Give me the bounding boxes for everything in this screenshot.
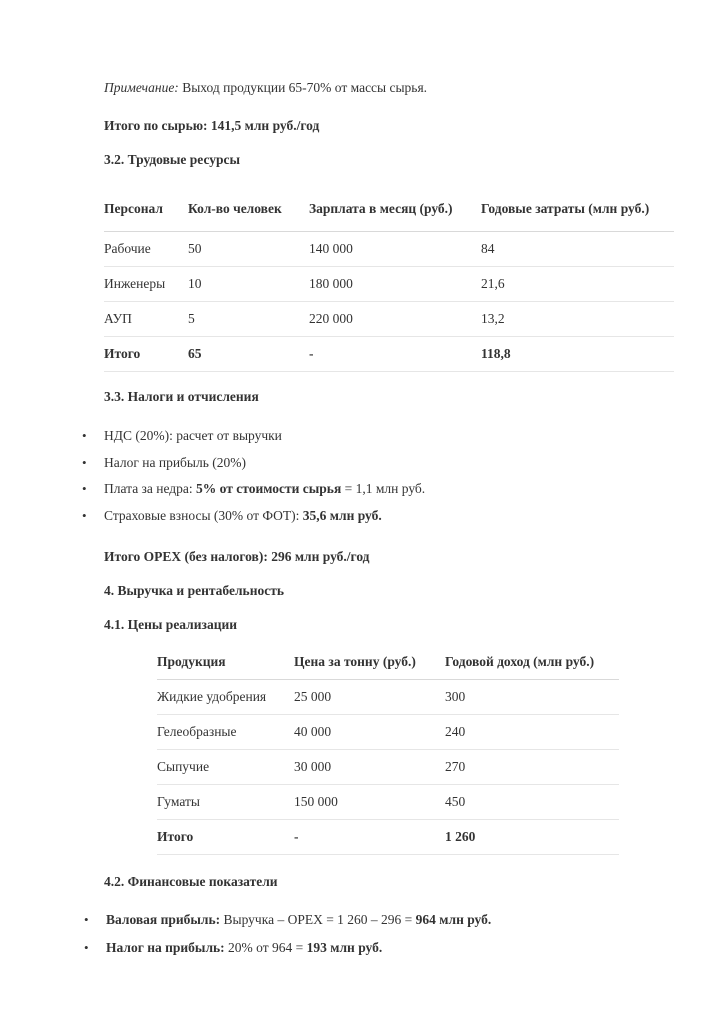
table-header-row [104,187,674,232]
cell: Итого [157,820,294,855]
table-total-row [157,820,619,855]
labor-table [104,187,674,372]
cell: 450 [445,785,619,820]
cell: 180 000 [309,267,481,302]
table-row [157,785,619,820]
cell: Итого [104,337,188,372]
cell: Сыпучие [157,750,294,785]
col-header-price: Цена за тонну (руб.) [294,645,445,680]
cell: Рабочие [104,232,188,267]
cell: 30 000 [294,750,445,785]
output-note [104,80,427,96]
item-text: Страховые взносы (30% от ФОТ): [104,507,303,523]
table-row [104,302,674,337]
cell: 150 000 [294,785,445,820]
item-bold: 964 млн руб. [415,912,492,927]
table-header-row [157,645,619,680]
cell: 220 000 [309,302,481,337]
cell: - [309,337,481,372]
table-row [157,680,619,715]
raw-material-total: Итого по сырью: 141,5 млн руб./год [104,118,320,133]
col-header-count: Кол-во человек [188,187,309,232]
cell: 65 [188,337,309,372]
item-bold: 5% от стоимости сырья [196,481,342,496]
table-row [104,232,674,267]
cell: Жидкие удобрения [157,680,294,715]
list-item [82,428,425,455]
item-text: Выручка – OPEX = 1 260 – 296 = [220,912,416,927]
cell: 5 [188,302,309,337]
cell: 140 000 [309,232,481,267]
item-text: НДС (20%): расчет от выручки [104,428,282,443]
financials-list [84,912,491,967]
item-text: Плата за недра: [104,481,197,496]
list-item [82,481,425,508]
table-row [157,750,619,785]
item-bold: 35,6 млн руб. [302,507,382,523]
cell: АУП [104,302,188,337]
cell: 50 [188,232,309,267]
list-item [84,940,491,967]
col-header-staff: Персонал [104,187,188,232]
cell: 13,2 [481,302,674,337]
cell: 270 [445,750,619,785]
table-row [104,267,674,302]
cell: 25 000 [294,680,445,715]
table-total-row [104,337,674,372]
cell: 84 [481,232,674,267]
note-label: Примечание: [104,80,179,95]
list-item [82,455,425,482]
section-heading-4-2: 4.2. Финансовые показатели [104,874,278,889]
col-header-salary: Зарплата в месяц (руб.) [309,187,481,232]
section-heading-4: 4. Выручка и рентабельность [104,583,284,598]
col-header-revenue: Годовой доход (млн руб.) [445,645,619,680]
item-text: 20% от 964 = [224,940,307,955]
note-text: Выход продукции 65-70% от массы сырья. [178,80,428,95]
item-label: Налог на прибыль: [106,940,225,955]
taxes-list [82,428,425,534]
table-row [157,715,619,750]
cell: 40 000 [294,715,445,750]
cell: Инженеры [104,267,188,302]
list-item [84,912,491,940]
cell: Гелеобразные [157,715,294,750]
price-table [157,645,619,855]
cell: 1 260 [445,820,619,855]
opex-total: Итого OPEX (без налогов): 296 млн руб./год [104,549,370,564]
item-bold: 193 млн руб. [306,940,383,955]
item-text: = 1,1 млн руб. [341,481,426,496]
cell: 118,8 [481,337,674,372]
item-label: Валовая прибыль: [106,912,221,927]
section-heading-3-2: 3.2. Трудовые ресурсы [104,152,241,167]
cell: 300 [445,680,619,715]
cell: Гуматы [157,785,294,820]
cell: 21,6 [481,267,674,302]
item-text: Налог на прибыль (20%) [104,454,246,470]
col-header-annual-cost: Годовые затраты (млн руб.) [481,187,674,232]
section-heading-4-1: 4.1. Цены реализации [104,617,238,632]
cell: 10 [188,267,309,302]
col-header-product: Продукция [157,645,294,680]
cell: - [294,820,445,855]
section-heading-3-3: 3.3. Налоги и отчисления [104,389,259,404]
cell: 240 [445,715,619,750]
list-item [82,508,425,535]
